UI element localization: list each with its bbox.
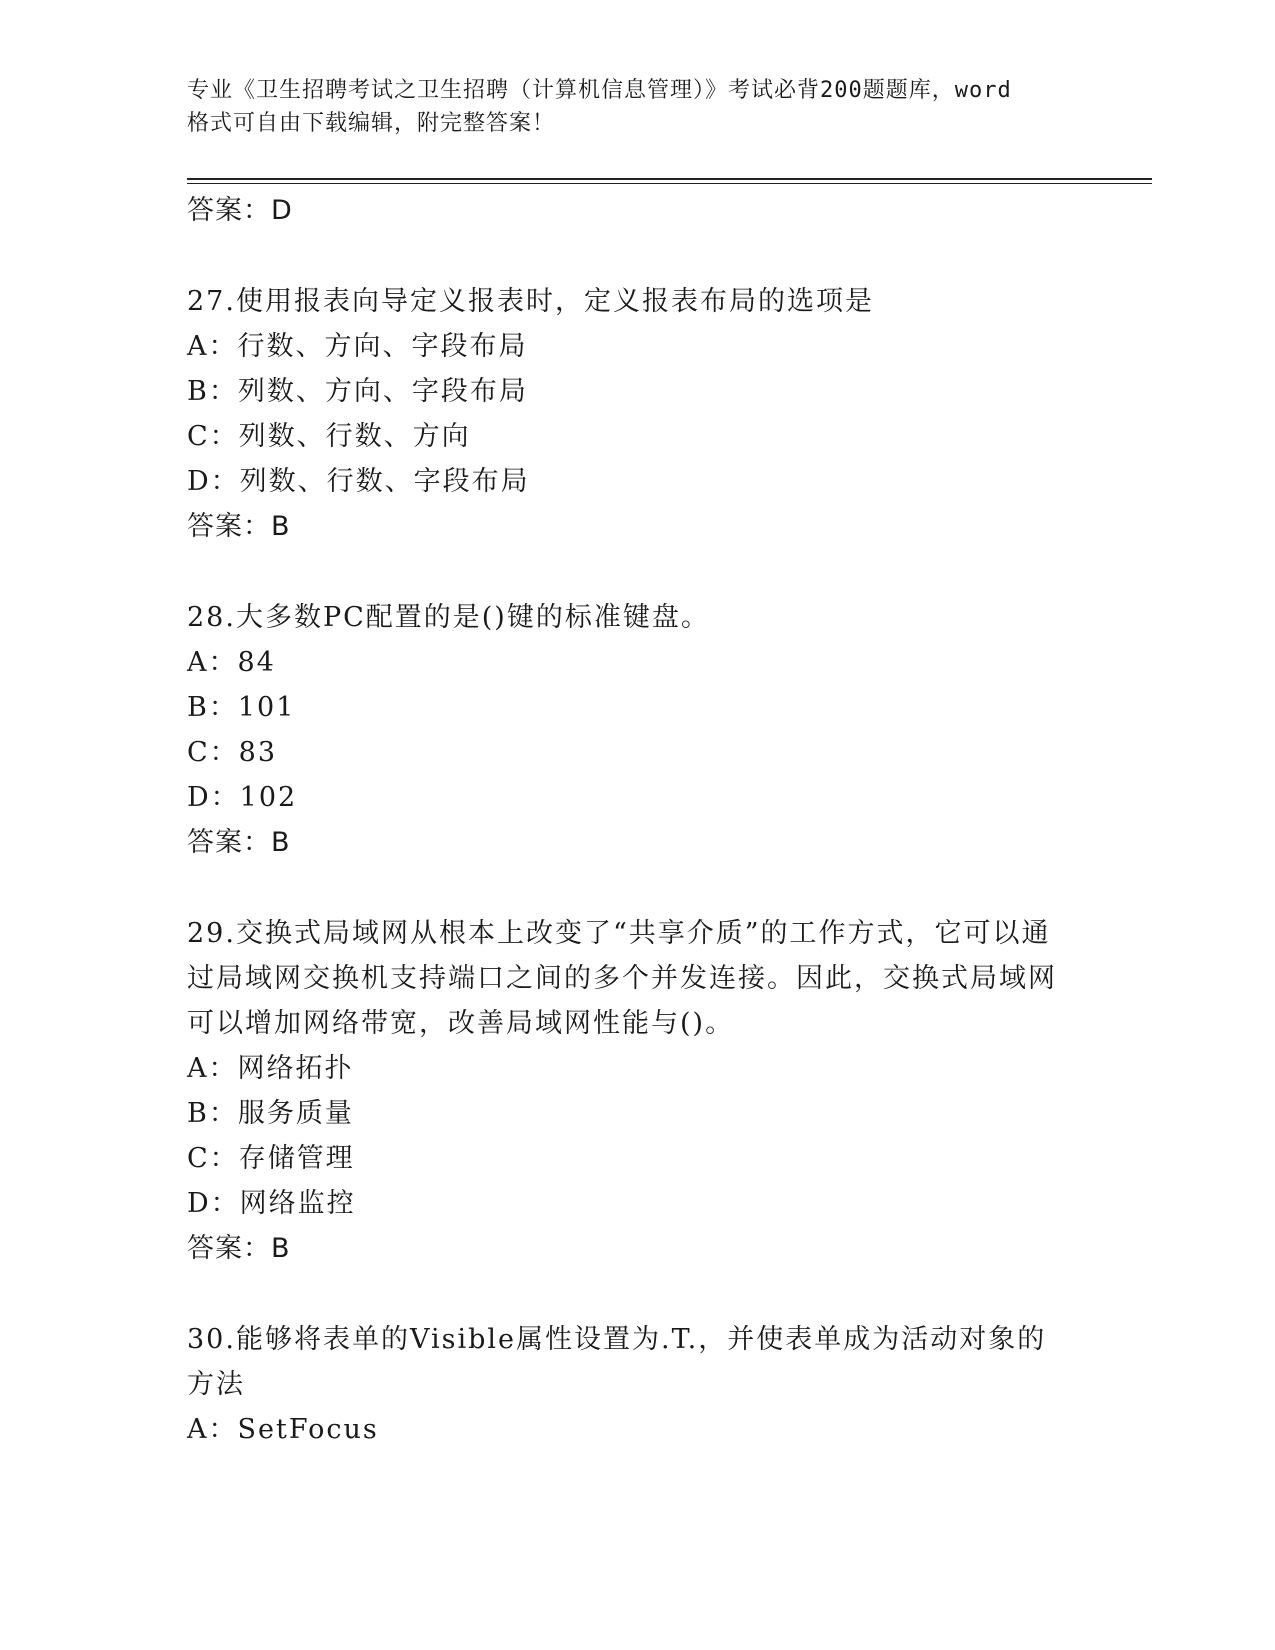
question-stem: 30.能够将表单的Visible属性设置为.T.，并使表单成为活动对象的方法 xyxy=(187,1324,1047,1400)
option-a: A：SetFocus xyxy=(187,1414,379,1445)
answer-label: 答案： xyxy=(187,195,271,226)
option-b: B：101 xyxy=(187,692,296,723)
question-29 xyxy=(187,911,1087,1271)
option-c: C：列数、行数、方向 xyxy=(187,421,471,452)
question-list xyxy=(187,188,1087,1452)
header-line-1: 专业《卫生招聘考试之卫生招聘（计算机信息管理）》考试必背200题题库，word xyxy=(187,78,1012,103)
answer-value: B xyxy=(271,511,291,542)
question-stem: 29.交换式局域网从根本上改变了“共享介质”的工作方式，它可以通过局域网交换机支持端口之间的多个并发连接。因此，交换式局域网可以增加网络带宽，改善局域网性能与()。 xyxy=(187,918,1057,1039)
header-line-2: 格式可自由下载编辑，附完整答案！ xyxy=(187,111,556,136)
question-28 xyxy=(187,595,1087,865)
answer-value: B xyxy=(271,1233,291,1264)
answer-label: 答案： xyxy=(187,1233,271,1264)
option-a: A：网络拓扑 xyxy=(187,1053,354,1084)
question-answer xyxy=(187,820,1087,865)
question-answer xyxy=(187,504,1087,549)
option-c: C：83 xyxy=(187,737,278,768)
answer-value: D xyxy=(271,195,293,226)
header-divider-thin xyxy=(187,183,1152,184)
option-b: B：服务质量 xyxy=(187,1098,354,1129)
option-d: D：列数、行数、字段布局 xyxy=(187,466,530,497)
option-d: D：网络监控 xyxy=(187,1188,356,1219)
answer-value: B xyxy=(271,827,291,858)
option-d: D：102 xyxy=(187,782,298,813)
answer-label: 答案： xyxy=(187,511,271,542)
option-a: A：行数、方向、字段布局 xyxy=(187,331,528,362)
question-answer xyxy=(187,1226,1087,1271)
option-a: A：84 xyxy=(187,647,276,678)
option-c: C：存储管理 xyxy=(187,1143,355,1174)
question-stem: 28.大多数PC配置的是()键的标准键盘。 xyxy=(187,602,710,633)
question-30 xyxy=(187,1317,1087,1452)
answer-label: 答案： xyxy=(187,827,271,858)
question-stem: 27.使用报表向导定义报表时，定义报表布局的选项是 xyxy=(187,286,874,317)
previous-answer xyxy=(187,188,1087,233)
option-b: B：列数、方向、字段布局 xyxy=(187,376,528,407)
header-divider-thick xyxy=(187,178,1152,180)
question-27 xyxy=(187,279,1087,549)
document-header xyxy=(187,74,1087,140)
